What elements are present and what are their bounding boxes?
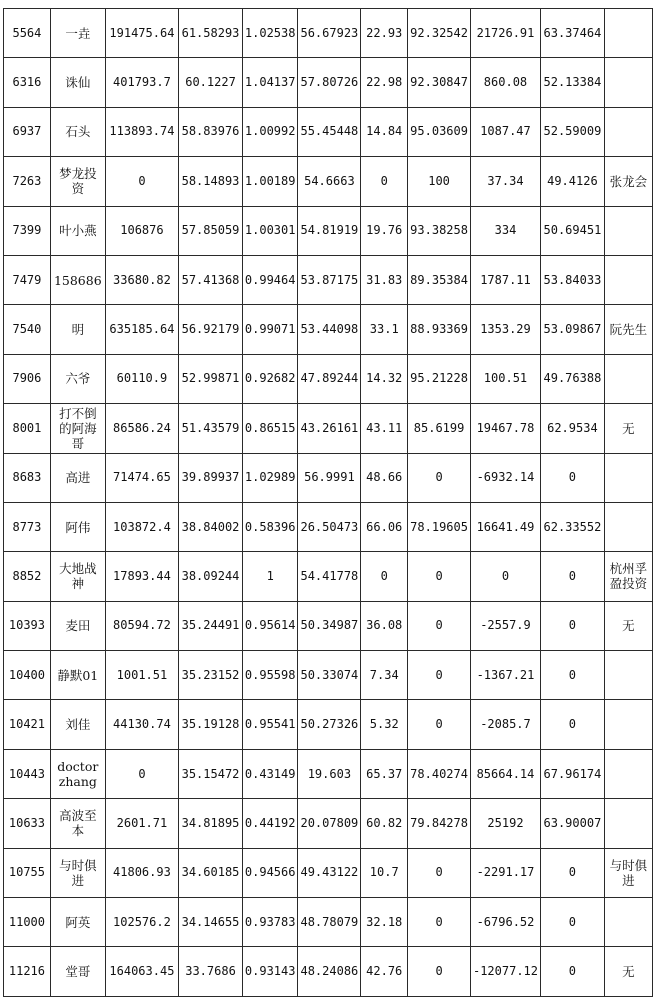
id-cell: 10443	[4, 749, 51, 798]
num-cell: 19467.78	[470, 404, 540, 453]
name-cell: 打不倒的阿海哥	[50, 404, 105, 453]
table-row	[4, 651, 653, 700]
num-cell: 5.32	[361, 700, 408, 749]
num-cell: 20.07809	[298, 799, 361, 848]
num-cell: 55.45448	[298, 107, 361, 156]
name-cell: 高波至本	[50, 799, 105, 848]
name-cell: 一垚	[50, 9, 105, 58]
id-cell: 8773	[4, 502, 51, 551]
num-cell: 0	[408, 700, 471, 749]
num-cell: 36.08	[361, 601, 408, 650]
num-cell: -6796.52	[470, 898, 540, 947]
num-cell: 86586.24	[105, 404, 178, 453]
name-cell: 梦龙投资	[50, 157, 105, 206]
num-cell: 0	[541, 601, 605, 650]
num-cell: 65.37	[361, 749, 408, 798]
num-cell: -6932.14	[470, 453, 540, 502]
id-cell: 10400	[4, 651, 51, 700]
num-cell: 67.96174	[541, 749, 605, 798]
table-row	[4, 552, 653, 601]
id-cell: 6316	[4, 58, 51, 107]
num-cell: 60.1227	[179, 58, 243, 107]
num-cell: 16641.49	[470, 502, 540, 551]
note-cell	[604, 58, 652, 107]
num-cell: 38.84002	[179, 502, 243, 551]
num-cell: 1.02989	[242, 453, 298, 502]
num-cell: 0	[541, 898, 605, 947]
num-cell: 78.19605	[408, 502, 471, 551]
num-cell: 0	[408, 601, 471, 650]
num-cell: 85.6199	[408, 404, 471, 453]
name-cell: 大地战神	[50, 552, 105, 601]
num-cell: 19.76	[361, 206, 408, 255]
num-cell: 38.09244	[179, 552, 243, 601]
num-cell: 22.98	[361, 58, 408, 107]
note-cell	[604, 206, 652, 255]
num-cell: 93.38258	[408, 206, 471, 255]
note-cell: 张龙会	[604, 157, 652, 206]
num-cell: 57.85059	[179, 206, 243, 255]
id-cell: 8683	[4, 453, 51, 502]
num-cell: 0	[541, 947, 605, 996]
num-cell: 34.14655	[179, 898, 243, 947]
num-cell: 52.59009	[541, 107, 605, 156]
table-row	[4, 9, 653, 58]
table-row	[4, 206, 653, 255]
num-cell: 0	[105, 157, 178, 206]
name-cell: 高进	[50, 453, 105, 502]
num-cell: 95.03609	[408, 107, 471, 156]
num-cell: 47.89244	[298, 354, 361, 403]
id-cell: 7263	[4, 157, 51, 206]
note-cell	[604, 898, 652, 947]
note-cell	[604, 354, 652, 403]
table-row	[4, 453, 653, 502]
num-cell: 0.58396	[242, 502, 298, 551]
num-cell: 106876	[105, 206, 178, 255]
num-cell: 49.43122	[298, 848, 361, 897]
id-cell: 10421	[4, 700, 51, 749]
note-cell: 无	[604, 947, 652, 996]
num-cell: 21726.91	[470, 9, 540, 58]
num-cell: 0	[408, 453, 471, 502]
num-cell: 0.93783	[242, 898, 298, 947]
num-cell: 61.58293	[179, 9, 243, 58]
num-cell: 57.80726	[298, 58, 361, 107]
note-cell: 无	[604, 601, 652, 650]
num-cell: 80594.72	[105, 601, 178, 650]
num-cell: 35.23152	[179, 651, 243, 700]
num-cell: 43.11	[361, 404, 408, 453]
num-cell: 0	[361, 552, 408, 601]
num-cell: 60.82	[361, 799, 408, 848]
num-cell: 50.33074	[298, 651, 361, 700]
name-cell: 158686	[50, 255, 105, 304]
num-cell: 33680.82	[105, 255, 178, 304]
note-cell	[604, 107, 652, 156]
num-cell: 52.99871	[179, 354, 243, 403]
num-cell: 0.94566	[242, 848, 298, 897]
num-cell: 19.603	[298, 749, 361, 798]
name-cell: 麦田	[50, 601, 105, 650]
num-cell: 0.95541	[242, 700, 298, 749]
num-cell: 66.06	[361, 502, 408, 551]
num-cell: 0.95614	[242, 601, 298, 650]
num-cell: 63.90007	[541, 799, 605, 848]
num-cell: 2601.71	[105, 799, 178, 848]
name-cell: 六爷	[50, 354, 105, 403]
num-cell: 50.69451	[541, 206, 605, 255]
id-cell: 10633	[4, 799, 51, 848]
note-cell	[604, 749, 652, 798]
num-cell: 0.92682	[242, 354, 298, 403]
num-cell: 85664.14	[470, 749, 540, 798]
name-cell: 叶小燕	[50, 206, 105, 255]
num-cell: 88.93369	[408, 305, 471, 354]
table-row	[4, 255, 653, 304]
num-cell: 71474.65	[105, 453, 178, 502]
num-cell: 54.6663	[298, 157, 361, 206]
num-cell: 49.76388	[541, 354, 605, 403]
name-cell: 堂哥	[50, 947, 105, 996]
num-cell: 34.60185	[179, 848, 243, 897]
table-row	[4, 354, 653, 403]
num-cell: 1353.29	[470, 305, 540, 354]
num-cell: 52.13384	[541, 58, 605, 107]
num-cell: 54.81919	[298, 206, 361, 255]
num-cell: 53.84033	[541, 255, 605, 304]
num-cell: 102576.2	[105, 898, 178, 947]
num-cell: 51.43579	[179, 404, 243, 453]
table-row	[4, 107, 653, 156]
num-cell: 56.9991	[298, 453, 361, 502]
num-cell: 42.76	[361, 947, 408, 996]
num-cell: 191475.64	[105, 9, 178, 58]
num-cell: 1087.47	[470, 107, 540, 156]
num-cell: 635185.64	[105, 305, 178, 354]
num-cell: 0.99071	[242, 305, 298, 354]
num-cell: -12077.12	[470, 947, 540, 996]
num-cell: 78.40274	[408, 749, 471, 798]
num-cell: 100	[408, 157, 471, 206]
num-cell: 1001.51	[105, 651, 178, 700]
num-cell: 35.19128	[179, 700, 243, 749]
note-cell: 与时俱进	[604, 848, 652, 897]
num-cell: 48.78079	[298, 898, 361, 947]
id-cell: 6937	[4, 107, 51, 156]
id-cell: 7399	[4, 206, 51, 255]
num-cell: 14.84	[361, 107, 408, 156]
num-cell: 58.14893	[179, 157, 243, 206]
id-cell: 10393	[4, 601, 51, 650]
num-cell: 1	[242, 552, 298, 601]
table-row	[4, 157, 653, 206]
num-cell: 401793.7	[105, 58, 178, 107]
num-cell: 0	[105, 749, 178, 798]
name-cell: 阿英	[50, 898, 105, 947]
num-cell: 48.24086	[298, 947, 361, 996]
num-cell: -2291.17	[470, 848, 540, 897]
num-cell: -2557.9	[470, 601, 540, 650]
num-cell: 0	[408, 552, 471, 601]
num-cell: 31.83	[361, 255, 408, 304]
num-cell: 56.67923	[298, 9, 361, 58]
num-cell: 0	[408, 651, 471, 700]
name-cell: 诛仙	[50, 58, 105, 107]
num-cell: 1787.11	[470, 255, 540, 304]
num-cell: 1.04137	[242, 58, 298, 107]
num-cell: 53.44098	[298, 305, 361, 354]
num-cell: 62.9534	[541, 404, 605, 453]
num-cell: 35.24491	[179, 601, 243, 650]
num-cell: 1.00189	[242, 157, 298, 206]
note-cell	[604, 502, 652, 551]
num-cell: 113893.74	[105, 107, 178, 156]
num-cell: 37.34	[470, 157, 540, 206]
num-cell: 0	[361, 157, 408, 206]
note-cell	[604, 700, 652, 749]
id-cell: 11000	[4, 898, 51, 947]
num-cell: 57.41368	[179, 255, 243, 304]
table-row	[4, 58, 653, 107]
num-cell: 89.35384	[408, 255, 471, 304]
ranking-table	[3, 8, 653, 997]
table-row	[4, 898, 653, 947]
num-cell: 0.99464	[242, 255, 298, 304]
table-row	[4, 601, 653, 650]
num-cell: 17893.44	[105, 552, 178, 601]
num-cell: 79.84278	[408, 799, 471, 848]
num-cell: 35.15472	[179, 749, 243, 798]
num-cell: 0	[541, 700, 605, 749]
num-cell: 56.92179	[179, 305, 243, 354]
num-cell: 63.37464	[541, 9, 605, 58]
note-cell: 无	[604, 404, 652, 453]
num-cell: 33.1	[361, 305, 408, 354]
num-cell: 54.41778	[298, 552, 361, 601]
num-cell: 10.7	[361, 848, 408, 897]
num-cell: 0	[408, 947, 471, 996]
num-cell: 14.32	[361, 354, 408, 403]
id-cell: 5564	[4, 9, 51, 58]
name-cell: 阿伟	[50, 502, 105, 551]
num-cell: 25192	[470, 799, 540, 848]
num-cell: 334	[470, 206, 540, 255]
note-cell	[604, 799, 652, 848]
num-cell: 44130.74	[105, 700, 178, 749]
num-cell: 0.95598	[242, 651, 298, 700]
num-cell: 103872.4	[105, 502, 178, 551]
num-cell: 43.26161	[298, 404, 361, 453]
table-row	[4, 848, 653, 897]
note-cell: 杭州孚盈投资	[604, 552, 652, 601]
table-row	[4, 305, 653, 354]
note-cell	[604, 9, 652, 58]
num-cell: 53.87175	[298, 255, 361, 304]
num-cell: 0.44192	[242, 799, 298, 848]
id-cell: 10755	[4, 848, 51, 897]
num-cell: 53.09867	[541, 305, 605, 354]
num-cell: 22.93	[361, 9, 408, 58]
id-cell: 7540	[4, 305, 51, 354]
id-cell: 7906	[4, 354, 51, 403]
num-cell: 92.32542	[408, 9, 471, 58]
num-cell: 0	[541, 552, 605, 601]
num-cell: 0	[541, 848, 605, 897]
table-row	[4, 799, 653, 848]
num-cell: 1.00301	[242, 206, 298, 255]
num-cell: 0.43149	[242, 749, 298, 798]
num-cell: 49.4126	[541, 157, 605, 206]
num-cell: 60110.9	[105, 354, 178, 403]
num-cell: 92.30847	[408, 58, 471, 107]
name-cell: doctor zhang	[50, 749, 105, 798]
name-cell: 刘佳	[50, 700, 105, 749]
num-cell: 0	[541, 453, 605, 502]
name-cell: 与时俱进	[50, 848, 105, 897]
num-cell: 95.21228	[408, 354, 471, 403]
num-cell: -1367.21	[470, 651, 540, 700]
num-cell: 50.27326	[298, 700, 361, 749]
id-cell: 8852	[4, 552, 51, 601]
num-cell: 0	[470, 552, 540, 601]
table-row	[4, 502, 653, 551]
num-cell: 0.93143	[242, 947, 298, 996]
num-cell: 7.34	[361, 651, 408, 700]
num-cell: 32.18	[361, 898, 408, 947]
num-cell: 100.51	[470, 354, 540, 403]
num-cell: 41806.93	[105, 848, 178, 897]
num-cell: 50.34987	[298, 601, 361, 650]
num-cell: -2085.7	[470, 700, 540, 749]
table-row	[4, 947, 653, 996]
name-cell: 静默01	[50, 651, 105, 700]
num-cell: 1.02538	[242, 9, 298, 58]
num-cell: 1.00992	[242, 107, 298, 156]
id-cell: 7479	[4, 255, 51, 304]
name-cell: 石头	[50, 107, 105, 156]
num-cell: 33.7686	[179, 947, 243, 996]
num-cell: 58.83976	[179, 107, 243, 156]
num-cell: 0.86515	[242, 404, 298, 453]
note-cell: 阮先生	[604, 305, 652, 354]
id-cell: 8001	[4, 404, 51, 453]
num-cell: 48.66	[361, 453, 408, 502]
num-cell: 62.33552	[541, 502, 605, 551]
table-row	[4, 700, 653, 749]
num-cell: 39.89937	[179, 453, 243, 502]
name-cell: 明	[50, 305, 105, 354]
table-row	[4, 404, 653, 453]
num-cell: 0	[408, 898, 471, 947]
num-cell: 0	[408, 848, 471, 897]
id-cell: 11216	[4, 947, 51, 996]
note-cell	[604, 255, 652, 304]
table-row	[4, 749, 653, 798]
num-cell: 26.50473	[298, 502, 361, 551]
num-cell: 0	[541, 651, 605, 700]
num-cell: 164063.45	[105, 947, 178, 996]
note-cell	[604, 651, 652, 700]
num-cell: 860.08	[470, 58, 540, 107]
num-cell: 34.81895	[179, 799, 243, 848]
note-cell	[604, 453, 652, 502]
